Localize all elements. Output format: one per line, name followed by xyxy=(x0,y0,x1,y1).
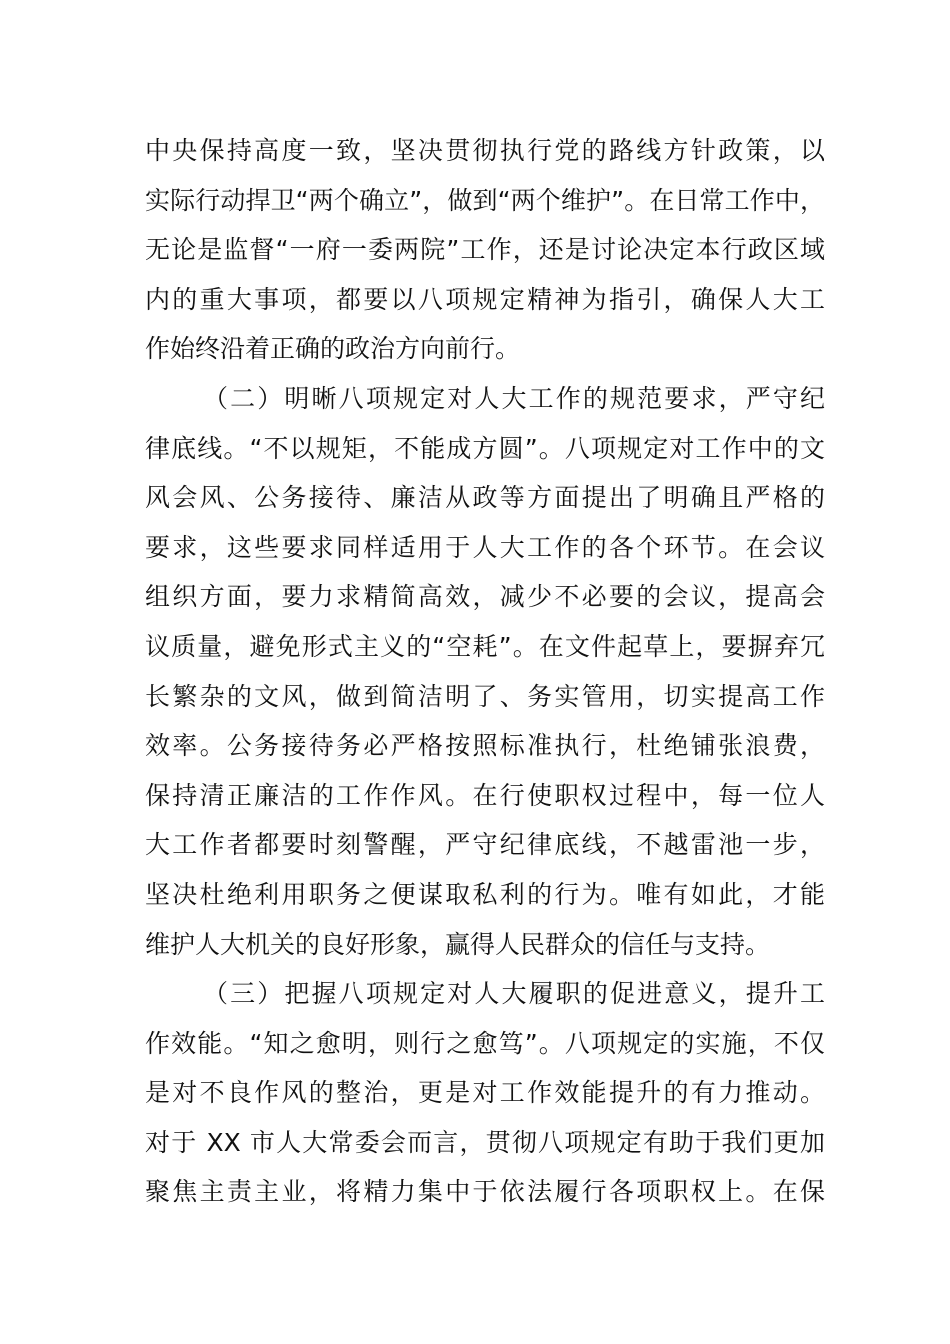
text-line-3: 无论是监督“一府一委两院”工作，还是讨论决定本行政区域 xyxy=(145,235,825,265)
text-line-17: 维护人大机关的良好形象，赢得人民群众的信任与支持。 xyxy=(145,929,771,959)
text-line-13: 效率。公务接待务必严格按照标准执行，杜绝铺张浪费， xyxy=(145,731,825,761)
text-line-12: 长繁杂的文风，做到简洁明了、务实管用，切实提高工作 xyxy=(145,681,825,711)
section-heading-2: （二）明晰八项规定对人大工作的规范要求，严守纪 xyxy=(203,383,825,413)
text-line-14: 保持清正廉洁的工作作风。在行使职权过程中，每一位人 xyxy=(145,780,825,810)
text-line-1: 中央保持高度一致，坚决贯彻执行党的路线方针政策，以 xyxy=(145,136,825,165)
text-line-4: 内的重大事项，都要以八项规定精神为指引，确保人大工 xyxy=(145,284,825,314)
text-line-8: 风会风、公务接待、廉洁从政等方面提出了明确且严格的 xyxy=(145,483,825,513)
text-line-20: 是对不良作风的整治，更是对工作效能提升的有力推动。 xyxy=(145,1078,825,1108)
text-line-11: 议质量，避免形式主义的“空耗”。在文件起草上，要摒弃冗 xyxy=(145,631,825,661)
text-line-9: 要求，这些要求同样适用于人大工作的各个环节。在会议 xyxy=(145,532,825,562)
body-text xyxy=(145,126,825,1217)
text-line-2: 实际行动捍卫“两个确立”，做到“两个维护”。在日常工作中， xyxy=(145,185,825,215)
section-heading-3: （三）把握八项规定对人大履职的促进意义，提升工 xyxy=(203,979,825,1009)
text-line-16: 坚决杜绝利用职务之便谋取私利的行为。唯有如此，才能 xyxy=(145,879,825,909)
text-line-10: 组织方面，要力求精简高效，减少不必要的会议，提高会 xyxy=(145,582,825,612)
text-line-19: 作效能。“知之愈明，则行之愈笃”。八项规定的实施，不仅 xyxy=(145,1028,825,1058)
text-line-15: 大工作者都要时刻警醒，严守纪律底线，不越雷池一步， xyxy=(145,830,825,860)
text-line-7: 律底线。“不以规矩，不能成方圆”。八项规定对工作中的文 xyxy=(145,433,825,463)
text-line-5: 作始终沿着正确的政治方向前行。 xyxy=(145,334,521,364)
text-line-22: 聚焦主责主业，将精力集中于依法履行各项职权上。在保 xyxy=(145,1177,825,1207)
text-line-21: 对于 XX 市人大常委会而言，贯彻八项规定有助于我们更加 xyxy=(145,1127,825,1157)
